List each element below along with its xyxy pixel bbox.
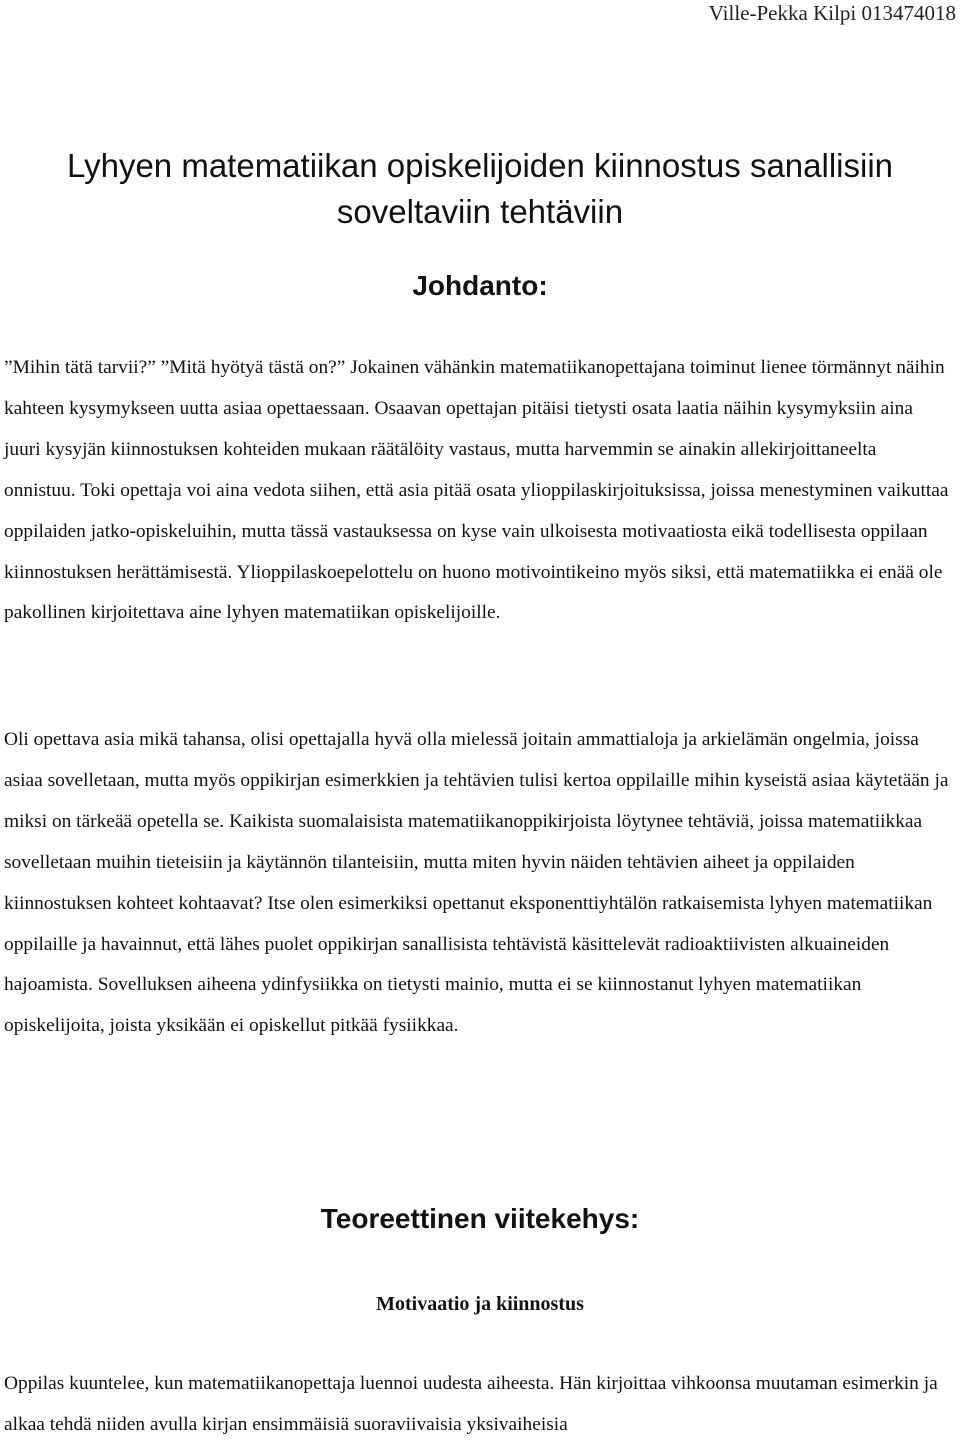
- author-header: Ville-Pekka Kilpi 013474018: [708, 1, 956, 25]
- section-heading-johdanto: Johdanto:: [412, 270, 548, 301]
- document-title: Lyhyen matematiikan opiskelijoiden kiinnostus sanallisiin soveltaviin tehtäviin: [66, 147, 894, 230]
- paragraph-theory-1: Oppilas kuuntelee, kun matematiikanopettaja luennoi uudesta aiheesta. Hän kirjoittaa vihkoonsa muutaman esimerkin ja alkaa tehdä niiden avulla kirjan ensimmäisiä suoraviivaisia yksivaiheisia: [4, 1373, 938, 1435]
- section-heading-teoreettinen-viitekehys: Teoreettinen viitekehys:: [320, 1203, 640, 1234]
- paragraph-intro-2: Oli opettava asia mikä tahansa, olisi opettajalla hyvä olla mielessä joitain ammattialoja ja arkielämän ongelmia, joissa asiaa sovelletaan, mutta myös oppikirjan esimerkkien ja tehtävien tulisi kertoa oppilaille mihin kyseistä asiaa käytetään ja miksi on tärkeää opetella se. Kaikista suomalaisista matematiikanoppikirjoista löytynee tehtäviä, joissa matematiikkaa sovelletaan muihin tieteisiin ja käytännön tilanteisiin, mutta miten hyvin näiden tehtävien aiheet ja oppilaiden kiinnostuksen kohteet kohtaavat? Itse olen esimerkiksi opettanut eksponenttiyhtälön ratkaisemista lyhyen matematiikan oppilaille ja havainnut, että lähes puolet oppikirjan sanallisista tehtävistä käsittelevät radioaktiivisten alkuaineiden hajoamista. Sovelluksen aiheena ydinfysiikka on tietysti mainio, mutta ei se kiinnostanut lyhyen matematiikan opiskelijoita, joista yksikään ei opiskellut pitkää fysiikkaa.: [4, 729, 949, 1037]
- subsection-heading-motivaatio: Motivaatio ja kiinnostus: [376, 1293, 584, 1315]
- paragraph-intro-1: ”Mihin tätä tarvii?” ”Mitä hyötyä tästä on?” Jokainen vähänkin matematiikanopettajana toiminut lienee törmännyt näihin kahteen kysymykseen uutta asiaa opettaessaan. Osaavan opettajan pitäisi tietysti osata laatia näihin kysymyksiin aina juuri kysyjän kiinnostuksen kohteiden mukaan räätälöity vastaus, mutta harvemmin se ainakin allekirjoittaneelta onnistuu. Toki opettaja voi aina vedota siihen, että asia pitää osata ylioppilaskirjoituksissa, joissa menestyminen vaikuttaa oppilaiden jatko-opiskeluihin, mutta tässä vastauksessa on kyse vain ulkoisesta motivaatiosta eikä todellisesta oppilaan kiinnostuksen herättämisestä. Ylioppilaskoepelottelu on huono motivointikeino myös siksi, että matematiikka ei enää ole pakollinen kirjoitettava aine lyhyen matematiikan opiskelijoille.: [4, 357, 949, 624]
